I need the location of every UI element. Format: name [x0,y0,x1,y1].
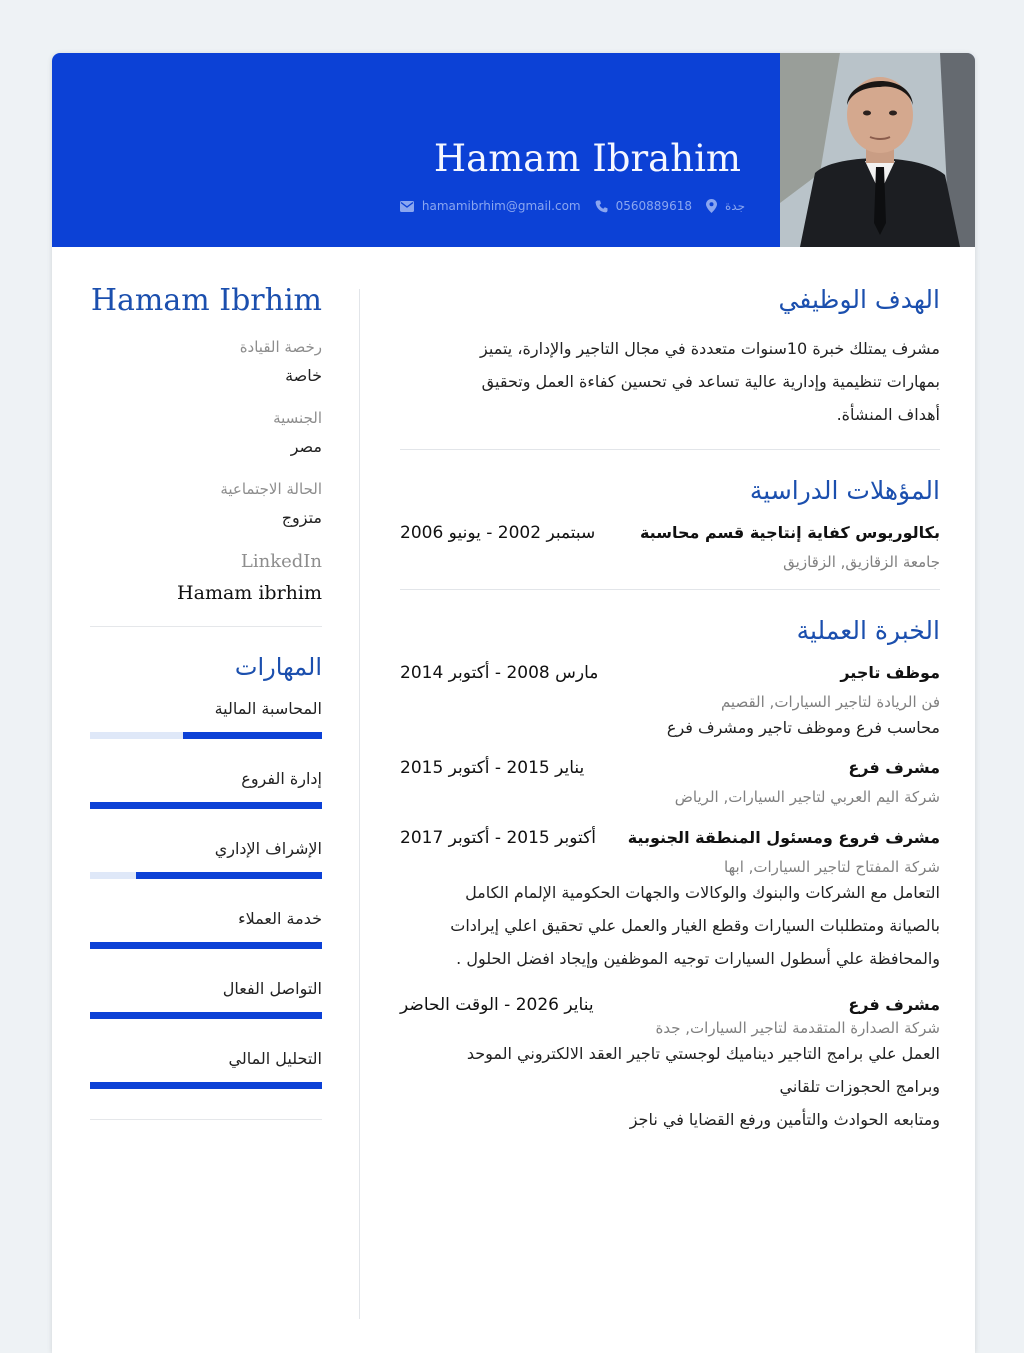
skill-bar [90,802,322,809]
info-driving-license [90,338,322,385]
phone-icon [595,200,608,213]
experience-entry [400,828,940,975]
education-title: المؤهلات الدراسية [749,476,940,505]
experience-title: الخبرة العملية [796,616,940,645]
skill-label: الإشراف الإداري [214,839,322,858]
info-label: الحالة الاجتماعية [220,480,322,498]
entry-title: مشرف فرع [848,758,940,777]
skill-label: المحاسبة المالية [214,699,322,718]
objective-line: مشرف يمتلك خبرة 10سنوات متعددة في مجال التاجير والإدارة، يتميز [480,339,940,358]
objective-line: أهداف المنشأة. [836,405,940,424]
skill-label: التحليل المالي [228,1049,322,1068]
map-pin-icon [706,199,717,213]
entry-line: والمحافظة علي أسطول السيارات توجيه الموظفين وإيجاد افضل الحلول . [456,949,940,968]
info-value: متزوج [281,508,322,527]
main-column [400,285,940,1150]
skill-bar [90,1082,322,1089]
info-label: LinkedIn [240,551,322,572]
skill-label: التواصل الفعال [222,979,322,998]
column-divider [359,289,360,1319]
header-name: Hamam Ibrahim [433,137,741,180]
info-value: مصر [290,437,322,456]
entry-date: يناير 2015 - أكتوبر 2015 [400,758,585,778]
skill-item [90,979,322,1019]
entry-subtitle: جامعة الزقازيق, الزقازيق [783,553,940,571]
entry-line: محاسب فرع وموظف تاجير ومشرف فرع [666,718,940,737]
skill-bar-fill [90,1012,322,1019]
entry-title: موظف تاجير [840,663,940,682]
skill-bar [90,1012,322,1019]
entry-line: التعامل مع الشركات والبنوك والوكالات والجهات الحكومية الإلمام الكامل [465,883,940,902]
education-entry [400,523,940,571]
skill-bar-fill [90,802,322,809]
objective-line: بمهارات تنظيمية وإدارية عالية تساعد في تحسين كفاءة العمل وتحقيق [481,372,940,391]
contact-bar [400,199,745,213]
skill-bar-fill [90,942,322,949]
entry-subtitle: شركة اليم العربي لتاجير السيارات, الرياض [674,788,940,806]
entry-line: وبرامج الحجوزات تلقاني [779,1077,940,1096]
section-divider [400,589,940,590]
entry-title: مشرف فرع [848,995,940,1014]
contact-location [706,199,745,213]
skills-title: المهارات [234,653,322,681]
skill-bar-fill [90,1082,322,1089]
sidebar-name: Hamam Ibrhim [90,283,322,318]
entry-title: بكالوريوس كفاية إنتاجية قسم محاسبة [639,523,940,542]
entry-subtitle: فن الريادة لتاجير السيارات, القصيم [720,693,940,711]
email-text: hamamibrhim@gmail.com [421,199,581,213]
skill-bar [90,732,322,739]
envelope-icon [400,201,414,212]
objective-title: الهدف الوظيفي [778,285,940,314]
info-label: الجنسية [273,409,322,427]
linkedin-link[interactable]: Hamam ibrhim [177,582,322,604]
entry-line: ومتابعه الحوادث والتأمين ورفع القضايا في ناجز [629,1110,940,1129]
contact-email[interactable] [400,199,581,213]
sidebar-divider [90,626,322,627]
info-label: رخصة القيادة [239,338,322,356]
info-linkedin [90,551,322,604]
skill-bar [90,942,322,949]
entry-title: مشرف فروع ومسئول المنطقة الجنوبية [627,828,940,847]
entry-date: سبتمبر 2002 - يونيو 2006 [400,523,596,543]
sidebar-bottom-divider [90,1119,322,1120]
entry-subtitle: شركة الصدارة المتقدمة لتاجير السيارات, جدة [655,1019,940,1037]
contact-phone[interactable] [595,199,692,213]
skill-label: خدمة العملاء [238,909,322,928]
skill-label: إدارة الفروع [241,769,322,788]
sidebar [90,283,322,1146]
phone-text: 0560889618 [615,199,692,213]
skill-item [90,839,322,879]
skill-bar [90,872,322,879]
profile-photo [780,53,975,247]
experience-entry [400,995,940,1136]
skill-item [90,699,322,739]
entry-line: العمل علي برامج التاجير ديناميك لوجستي تاجير العقد الالكتروني الموحد [466,1044,940,1063]
skill-item [90,1049,322,1089]
header-banner [52,53,975,247]
entry-date: يناير 2026 - الوقت الحاضر [400,995,594,1015]
location-text: جدة [724,199,745,213]
entry-subtitle: شركة المفتاح لتاجير السيارات, ابها [724,858,940,876]
experience-entry [400,663,940,744]
experience-entry [400,758,940,806]
resume-page [52,53,975,1353]
info-nationality [90,409,322,456]
skill-bar-fill [136,872,322,879]
entry-line: بالصيانة ومتطلبات السيارات وقطع الغيار والعمل علي تحقيق اعلي إيرادات [450,916,940,935]
entry-date: مارس 2008 - أكتوبر 2014 [400,663,599,683]
skill-bar-fill [183,732,322,739]
entry-date: أكتوبر 2015 - أكتوبر 2017 [400,828,596,848]
info-marital-status [90,480,322,527]
info-value: خاصة [285,366,322,385]
skill-item [90,769,322,809]
section-divider [400,449,940,450]
skill-item [90,909,322,949]
